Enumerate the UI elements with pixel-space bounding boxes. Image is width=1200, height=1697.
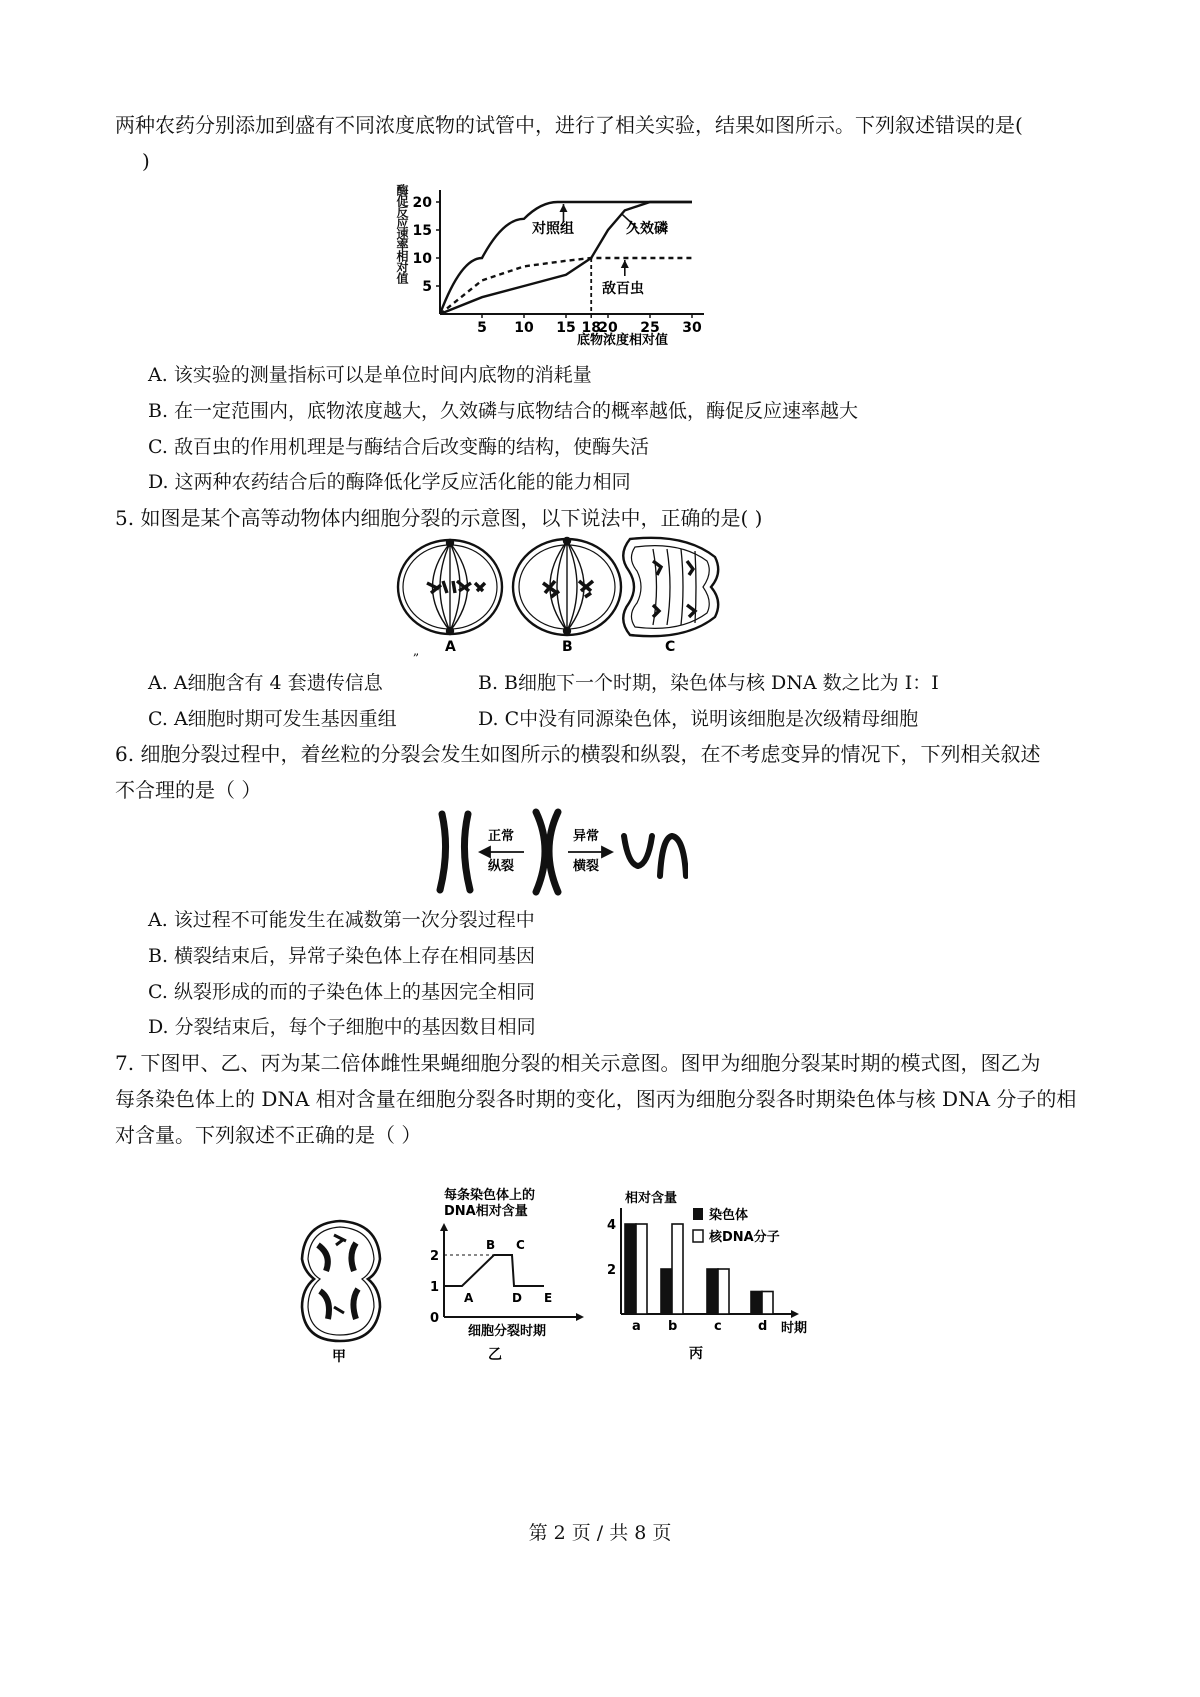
q4-x-tick-label: 18 <box>581 320 601 336</box>
q7-bing-x-tick-label: c <box>714 1319 722 1334</box>
svg-text:酶促反应速率相对值: 酶促反应速率相对值 <box>395 184 409 283</box>
q7-bing-y-tick-label: 2 <box>607 1263 617 1278</box>
q7-bing-xlabel: 时期 <box>781 1321 808 1336</box>
q7-yi-y-tick-label: 2 <box>430 1249 440 1264</box>
q6-label-transverse: 横裂 <box>573 859 600 874</box>
q4-xlabel: 底物浓度相对值 <box>577 333 669 348</box>
q7-yi-title-line2: DNA相对含量 <box>444 1204 528 1219</box>
q7-bing-legend-chromosome: 染色体 <box>709 1208 749 1223</box>
q7-stem-line2: 每条染色体上的 DNA 相对含量在细胞分裂各时期的变化，图丙为细胞分裂各时期染色体与核 DNA 分子的相 <box>115 1087 1077 1111</box>
q6-arrow-normal <box>480 847 524 857</box>
q7-yi-point-label: B <box>486 1238 496 1252</box>
q4-x-tick-label: 5 <box>477 320 487 336</box>
q7-bing-bar-dna <box>718 1269 729 1314</box>
q5-cell-a-label: A <box>445 639 456 655</box>
q6-option-a: A. 该过程不可能发生在减数第一次分裂过程中 <box>148 909 535 931</box>
q6-stem-line1: 6. 细胞分裂过程中，着丝粒的分裂会发生如图所示的横裂和纵裂，在不考虑变异的情况下，下列相关叙述 <box>115 742 1041 766</box>
q7-jia-cell <box>302 1221 380 1341</box>
q6-option-d: D. 分裂结束后，每个子细胞中的基因数目相同 <box>148 1016 536 1038</box>
q6-label-longitudinal: 纵裂 <box>488 859 515 874</box>
q4-x-tick-label: 15 <box>556 320 576 336</box>
q7-bing-x-tick-label: d <box>758 1319 768 1334</box>
q7-yi-plot-area <box>444 1238 552 1305</box>
q6-label-abnormal: 异常 <box>573 829 600 844</box>
q5-cell-b <box>513 538 621 635</box>
q6-option-c: C. 纵裂形成的而的子染色体上的基因完全相同 <box>148 981 535 1003</box>
q7-bing-x-arrowhead <box>791 1310 799 1318</box>
q6-chromosome-original <box>536 812 558 892</box>
q7-bing-bar-dna <box>672 1224 683 1314</box>
q4-y-tick-label: 10 <box>412 251 432 267</box>
q7-yi-y-tick-label: 0 <box>430 1311 440 1326</box>
q5-option-a: A. A细胞含有 4 套遗传信息 <box>148 672 383 694</box>
q4-label-control: 对照组 <box>532 221 574 237</box>
q6-arrow-abnormal <box>568 847 612 857</box>
q4-option-d: D. 这两种农药结合后的酶降低化学反应活化能的能力相同 <box>148 471 631 493</box>
q7-yi-title-line1: 每条染色体上的 <box>444 1188 536 1203</box>
q6-label-normal: 正常 <box>488 829 515 844</box>
q4-plot-area <box>440 202 692 314</box>
q5-cell-c-label: C <box>665 639 676 655</box>
q5-stem: 5. 如图是某个高等动物体内细胞分裂的示意图，以下说法中，正确的是( ) <box>115 506 763 530</box>
q6-chromosome-longitudinal <box>440 814 470 890</box>
q7-bing-bar-dna <box>636 1224 647 1314</box>
q7-stem-line1: 7. 下图甲、乙、丙为某二倍体雌性果蝇细胞分裂的相关示意图。图甲为细胞分裂某时期的模式图，图乙为 <box>115 1051 1041 1075</box>
q4-axes <box>413 190 704 336</box>
q7-bing-y-tick-label: 4 <box>607 1218 617 1233</box>
q7-yi-point-label: C <box>516 1238 525 1252</box>
q4-line-dibaichong <box>440 258 692 314</box>
q7-bing-bar-chromosome <box>707 1269 718 1314</box>
q6-centromere-figure <box>428 808 688 900</box>
q7-yi-axes <box>430 1223 584 1326</box>
q4-y-tick-label: 15 <box>412 223 432 239</box>
q7-bing-ylabel: 相对含量 <box>625 1191 678 1206</box>
q4-arrowhead-control <box>559 204 567 212</box>
page-footer: 第 2 页 / 共 8 页 <box>528 1522 672 1544</box>
q7-jia-caption: 甲 <box>332 1349 346 1365</box>
q6-option-b: B. 横裂结束后，异常子染色体上存在相同基因 <box>148 945 536 967</box>
q7-yi-caption: 乙 <box>488 1347 502 1363</box>
q4-x-tick-label: 10 <box>514 320 534 336</box>
q4-option-a: A. 该实验的测量指标可以是单位时间内底物的消耗量 <box>148 364 592 386</box>
q7-yi-xlabel: 细胞分裂时期 <box>468 1324 547 1339</box>
q5-cell-c <box>623 538 718 636</box>
q7-bing-x-tick-label: a <box>632 1319 641 1334</box>
q4-enzyme-chart <box>392 172 722 352</box>
q4-option-c: C. 敌百虫的作用机理是与酶结合后改变酶的结构，使酶失活 <box>148 436 649 458</box>
q7-bing-bar-dna <box>762 1292 773 1315</box>
q4-x-tick-label: 30 <box>682 320 702 336</box>
q5-option-c: C. A细胞时期可发生基因重组 <box>148 708 397 730</box>
q5-cell-division-figure <box>395 535 725 660</box>
q5-stray-mark: „ <box>413 644 420 658</box>
q7-stem-line3: 对含量。下列叙述不正确的是（ ） <box>115 1123 422 1147</box>
q4-label-dibaichong: 敌百虫 <box>602 281 644 297</box>
q7-yi-point-label: E <box>544 1291 553 1305</box>
q7-bing-bar-chromosome <box>625 1224 636 1314</box>
q6-stem-line2: 不合理的是（ ） <box>115 778 262 802</box>
q5-cell-b-label: B <box>562 639 573 655</box>
q5-option-d: D. C中没有同源染色体，说明该细胞是次级精母细胞 <box>478 708 919 730</box>
q4-y-tick-label: 20 <box>412 195 432 211</box>
q7-yi-series-line <box>444 1255 544 1286</box>
q7-yi-x-arrowhead <box>576 1313 584 1321</box>
q4-stem-line1: 两种农药分别添加到盛有不同浓度底物的试管中，进行了相关实验，结果如图所示。下列叙述错误的是( <box>115 113 1023 137</box>
q7-bing-bar-chromosome <box>661 1269 672 1314</box>
q7-yi-y-tick-label: 1 <box>430 1280 440 1295</box>
q7-yi-point-label: A <box>464 1291 474 1305</box>
q7-bing-caption: 丙 <box>689 1346 703 1362</box>
q5-cell-a <box>398 540 502 634</box>
q7-fig-jia <box>296 1215 386 1365</box>
q7-bing-bar-chromosome <box>751 1292 762 1315</box>
q4-option-b: B. 在一定范围内，底物浓度越大，久效磷与底物结合的概率越低，酶促反应速率越大 <box>148 400 859 422</box>
q6-chromosome-transverse <box>624 836 686 876</box>
q7-bing-legend-swatch-chromosome <box>693 1208 703 1220</box>
q4-y-tick-label: 5 <box>422 279 432 295</box>
q7-bing-x-tick-label: b <box>668 1319 678 1334</box>
q5-option-b: B. B细胞下一个时期，染色体与核 DNA 数之比为 I：I <box>478 672 939 694</box>
q7-yi-y-arrowhead <box>440 1223 448 1231</box>
q7-bing-legend-dna: 核DNA分子 <box>709 1230 780 1245</box>
q7-bing-legend-swatch-dna <box>693 1230 703 1242</box>
q4-x-tick-label: 20 <box>598 320 618 336</box>
q4-label-jiuxiaolin: 久效磷 <box>626 221 668 237</box>
q4-arrowhead-dibaichong <box>621 260 629 268</box>
q7-fig-bing <box>603 1188 833 1366</box>
q4-x-tick-label: 25 <box>640 320 660 336</box>
q7-yi-point-label: D <box>512 1291 522 1305</box>
q7-fig-yi <box>418 1185 593 1365</box>
q4-ylabel <box>395 183 409 285</box>
q4-stem-line2: ) <box>142 149 150 173</box>
